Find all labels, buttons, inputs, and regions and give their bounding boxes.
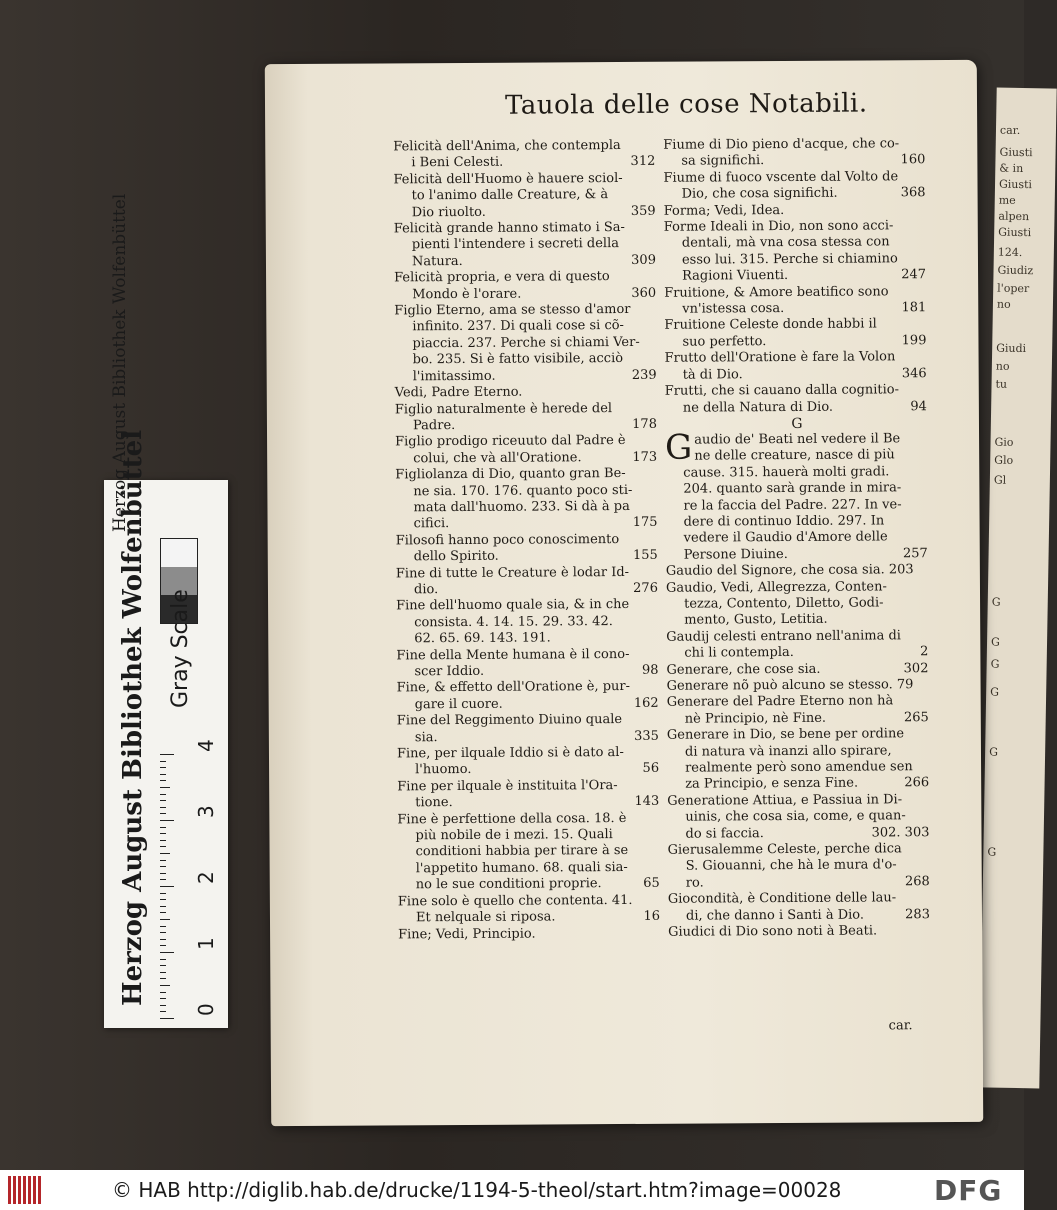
entry-line: no le sue conditioni proprie. 65 xyxy=(415,876,660,893)
entry-line: Fiume di fuoco vscente dal Volto de xyxy=(663,169,899,186)
ruler-tick xyxy=(160,945,166,946)
index-entry xyxy=(664,427,930,564)
entry-line: realmente però sono amendue sen xyxy=(685,759,913,776)
entry-line: Forma; Vedi, Idea. xyxy=(663,202,785,219)
entry-line: vedere il Gaudio d'Amore delle xyxy=(683,529,888,546)
entry-line: uinis, che cosa sia, come, e quan- xyxy=(685,808,906,825)
index-entry xyxy=(398,925,662,943)
page-number-ref: 346 xyxy=(901,365,927,381)
right-column-f-entries xyxy=(663,136,929,417)
entry-line: Figliolanza di Dio, quanto gran Be- xyxy=(395,466,626,483)
entry-line: di natura và inanzi allo spirare, xyxy=(684,742,892,760)
page-number-ref: 65 xyxy=(643,876,660,892)
ruler-label-large: Herzog August Bibliothek Wolfenbüttel xyxy=(118,429,148,1006)
entry-line: Fine della Mente humana è il cono- xyxy=(396,646,630,663)
entry-line: Fine del Reggimento Diuino quale xyxy=(396,712,623,729)
entry-line: suo perfetto. 199 xyxy=(682,333,927,350)
page-number-ref: 178 xyxy=(632,416,658,432)
entry-line: Gierusalemme Celeste, perche dica xyxy=(667,841,902,858)
entry-line: dentali, mà vna cosa stessa con xyxy=(681,234,890,252)
entry-line: Fine per ilquale è instituita l'Ora- xyxy=(397,777,618,795)
entry-line: Figlio prodigo riceuuto dal Padre è xyxy=(395,433,626,450)
page-number-ref: 265 xyxy=(903,709,929,726)
ruler-tick xyxy=(160,1005,166,1006)
index-entry xyxy=(666,579,930,630)
ruler-tick xyxy=(160,1011,166,1012)
entry-line: ne sia. 170. 176. quanto poco sti- xyxy=(413,482,633,499)
index-entry xyxy=(398,892,662,926)
entry-line: S. Giouanni, che hà le mura d'o- xyxy=(685,857,897,875)
entry-line: scer Iddio. 98 xyxy=(414,662,659,680)
entry-line: Fiume di Dio pieno d'acque, che co- xyxy=(663,136,900,153)
page-number-ref: 155 xyxy=(632,547,658,564)
ruler-ticks xyxy=(160,748,174,1018)
entry-line: Frutto dell'Oratione è fare la Volon xyxy=(664,349,896,367)
ruler-tick xyxy=(160,853,170,854)
left-column xyxy=(393,138,662,944)
page-number-ref: 268 xyxy=(904,874,930,890)
index-entry xyxy=(395,466,659,533)
index-entry xyxy=(665,382,929,416)
index-entry xyxy=(668,923,932,941)
entry-line: sia. 335 xyxy=(414,728,659,745)
next-page-fragment: G xyxy=(990,685,1000,699)
index-entry xyxy=(395,384,659,402)
entry-line: Fine, & effetto dell'Oratione è, pur- xyxy=(396,679,631,696)
next-page-fragment: car. xyxy=(999,123,1021,137)
next-page-fragment: Giusti xyxy=(998,225,1032,240)
entry-line: Figlio naturalmente è herede del xyxy=(394,400,613,417)
ruler-tick xyxy=(160,807,166,808)
next-page-fragment: 124. xyxy=(997,245,1023,260)
page-title: Tauola delle cose Notabili. xyxy=(504,88,868,121)
next-page-fragment: G xyxy=(991,595,1001,609)
entry-line: dere di continuo Iddio. 297. In xyxy=(683,513,885,530)
index-entry xyxy=(667,726,931,793)
gray-scale-label: Gray Scale xyxy=(168,589,193,708)
page-number-ref: 143 xyxy=(634,794,660,810)
page-number-ref: 247 xyxy=(901,267,927,283)
ruler-tick xyxy=(160,794,166,795)
index-entry xyxy=(393,138,657,172)
index-entry xyxy=(664,218,928,285)
hab-barcode-icon xyxy=(8,1176,46,1204)
entry-line: ne della Natura di Dio. 94 xyxy=(682,398,927,416)
ruler-tick xyxy=(160,846,166,847)
entry-line: audio de' Beati nel vedere il Be xyxy=(694,431,901,448)
next-page-fragment: l'oper xyxy=(997,281,1030,296)
entry-line: Padre. 178 xyxy=(412,416,658,434)
ruler-tick xyxy=(160,978,166,979)
next-page-fragment: Giudi xyxy=(996,341,1027,356)
entry-line: l'appetito humano. 68. quali sia- xyxy=(415,859,628,877)
entry-line: Ragioni Viuenti. 247 xyxy=(682,267,927,284)
entry-line: Persone Diuine. 257 xyxy=(683,545,928,563)
page-number-ref: 16 xyxy=(643,908,661,924)
index-entry xyxy=(667,677,931,695)
ruler-tick xyxy=(160,833,166,834)
next-page-fragment: Giudiz xyxy=(997,263,1034,278)
index-entry xyxy=(393,171,657,222)
index-entry xyxy=(667,792,931,843)
ruler-number: 2 xyxy=(194,871,218,884)
ruler-tick xyxy=(160,932,166,933)
ruler-tick xyxy=(160,985,170,986)
entry-line: dio. 276 xyxy=(413,580,659,598)
entry-line: infinito. 237. Di quali cose si cõ- xyxy=(412,318,624,335)
next-page-fragment: Glo xyxy=(994,453,1014,467)
gray-swatch xyxy=(161,539,197,567)
entry-line: Felicità dell'Huomo è hauere sciol- xyxy=(393,170,623,188)
entry-line: Gaudio del Signore, che cosa sia. 203 xyxy=(665,562,914,579)
index-entry xyxy=(666,628,930,662)
entry-line: Dio, che cosa significhi. 368 xyxy=(681,185,926,202)
next-page-fragment: Giusti xyxy=(998,177,1033,192)
next-page-fragment: G xyxy=(989,745,999,759)
ruler-tick xyxy=(160,860,166,861)
page-number-ref: 160 xyxy=(900,152,926,168)
next-page-fragment: G xyxy=(990,657,1000,671)
ruler-number: 1 xyxy=(194,937,218,950)
entry-line: l'huomo. 56 xyxy=(415,761,660,778)
entry-line: l'imitassimo. 239 xyxy=(412,367,657,384)
index-entry xyxy=(394,269,658,303)
entry-line: colui, che và all'Oratione. 173 xyxy=(413,449,658,467)
index-entry xyxy=(396,532,660,566)
entry-line: Fine, per ilquale Iddio si è dato al- xyxy=(396,745,624,762)
entry-line: tezza, Contento, Diletto, Godi- xyxy=(684,595,884,612)
entry-line: Frutti, che si cauano dalla cognitio- xyxy=(664,382,900,399)
entry-line: Fine; Vedi, Principio. xyxy=(398,926,536,942)
index-entry xyxy=(668,890,932,924)
entry-line: Fine dell'huomo quale sia, & in che xyxy=(396,597,630,614)
next-page-fragment: Gl xyxy=(993,473,1007,487)
ruler-tick xyxy=(160,813,166,814)
ruler-tick xyxy=(160,912,166,913)
entry-line: za Principio, e senza Fine. 266 xyxy=(685,775,930,793)
entry-line: piaccia. 237. Perche si chiami Ver- xyxy=(412,334,640,352)
page-number-ref: 266 xyxy=(904,775,930,791)
entry-line: Filosofi hanno poco conoscimento xyxy=(395,531,620,549)
page-number-ref: 302. 303 xyxy=(871,824,930,841)
ruler-tick xyxy=(160,899,166,900)
entry-line: più nobile de i mezi. 15. Quali xyxy=(415,827,613,844)
ruler-tick xyxy=(160,767,166,768)
entry-line: Felicità propria, e vera di questo xyxy=(394,269,610,286)
entry-line: Felicità grande hanno stimato i Sa- xyxy=(393,220,625,237)
index-entry xyxy=(396,646,660,680)
page-number-ref: 302 xyxy=(903,660,929,676)
index-entry xyxy=(397,778,661,812)
ruler-number: 3 xyxy=(194,805,218,818)
entry-line: Fine di tutte le Creature è lodar Id- xyxy=(395,564,630,581)
entry-line: mata dall'huomo. 233. Si dà à pa xyxy=(413,498,630,516)
entry-line: mento, Gusto, Letitia. xyxy=(684,612,828,629)
dfg-logo: DFG xyxy=(934,1174,1003,1207)
page-number-ref: 2 xyxy=(920,644,929,660)
entry-line: cifici. 175 xyxy=(413,515,658,532)
next-page-fragment: Gio xyxy=(994,435,1014,449)
ruler-tick xyxy=(160,952,174,953)
index-entry xyxy=(664,317,928,351)
ruler-tick xyxy=(160,886,174,887)
ruler-tick xyxy=(160,840,166,841)
next-page-fragment: G xyxy=(987,845,997,859)
ruler-tick xyxy=(160,873,166,874)
entry-line: Fine è perfettione della cosa. 18. è xyxy=(397,810,627,828)
ruler-tick xyxy=(160,972,166,973)
index-entry xyxy=(668,841,932,892)
index-entry xyxy=(397,712,661,746)
index-entry xyxy=(666,562,930,580)
page-number-ref: 239 xyxy=(631,367,657,383)
entry-line: Fine solo è quello che contenta. 41. xyxy=(397,892,633,910)
entry-line: Fruitione, & Amore beatifico sono xyxy=(664,284,889,301)
entry-line: ne delle creature, nasce di più xyxy=(694,447,895,464)
next-page-fragment: me xyxy=(998,193,1016,207)
page-number-ref: 162 xyxy=(633,695,659,711)
ruler-tick xyxy=(160,926,166,927)
next-page-fragment: alpen xyxy=(998,209,1030,224)
ruler-tick xyxy=(160,998,166,999)
entry-line: Generare del Padre Eterno non hà xyxy=(666,693,894,711)
entry-line: gare il cuore. 162 xyxy=(414,695,659,713)
entry-line: di, che danno i Santi à Dio. 283 xyxy=(685,906,931,924)
entry-line: Vedi, Padre Eterno. xyxy=(394,384,523,401)
index-entry xyxy=(395,433,659,467)
entry-line: ro. 268 xyxy=(685,874,930,891)
dropcap-letter: G xyxy=(664,427,693,468)
catchword: car. xyxy=(888,1018,913,1034)
page-number-ref: 175 xyxy=(632,515,658,531)
page-number-ref: 359 xyxy=(630,203,656,219)
index-entry xyxy=(664,202,928,220)
ruler-number: 4 xyxy=(194,739,218,752)
section-letter: G xyxy=(791,415,803,432)
page-number-ref: 56 xyxy=(642,761,660,777)
entry-line: Felicità dell'Anima, che contempla xyxy=(393,138,621,155)
index-entry xyxy=(663,136,927,170)
right-column-g-entries xyxy=(664,427,932,941)
ruler-tick xyxy=(160,754,174,755)
entry-line: i Beni Celesti. 312 xyxy=(411,154,656,171)
index-entry xyxy=(667,694,931,728)
ruler-tick xyxy=(160,893,166,894)
page-number-ref: 312 xyxy=(630,154,656,170)
entry-line: Fruitione Celeste donde habbi il xyxy=(664,316,877,334)
ruler-tick xyxy=(160,906,166,907)
index-entry xyxy=(395,400,659,434)
ruler-tick xyxy=(160,800,166,801)
ruler-tick xyxy=(160,919,170,920)
ruler-tick xyxy=(160,827,166,828)
index-entry xyxy=(397,745,661,779)
index-entry xyxy=(397,679,661,713)
entry-line: pienti l'intendere i secreti della xyxy=(411,236,620,253)
index-entry xyxy=(397,810,661,894)
ruler-tick xyxy=(160,761,166,762)
index-entry xyxy=(396,564,660,598)
book-page xyxy=(265,60,983,1126)
entry-line: esso lui. 315. Perche si chiamino xyxy=(681,251,898,268)
page-number-ref: 199 xyxy=(901,333,927,349)
entry-line: Mondo è l'orare. 360 xyxy=(412,285,657,302)
entry-line: Dio riuolto. 359 xyxy=(411,203,656,220)
page-number-ref: 335 xyxy=(634,728,659,744)
entry-line: Generare nõ può alcuno se stesso. 79 xyxy=(666,677,914,694)
entry-line: tà di Dio. 346 xyxy=(682,365,927,383)
entry-line: do si faccia. 302. 303 xyxy=(685,824,930,842)
entry-line: cause. 315. hauerà molti gradi. xyxy=(683,464,890,481)
entry-line: to l'animo dalle Creature, & à xyxy=(411,187,609,204)
entry-line: Gaudio, Vedi, Allegrezza, Conten- xyxy=(665,578,887,596)
index-entry xyxy=(663,169,927,203)
next-page-fragment: & in xyxy=(999,161,1024,176)
entry-line: Generare, che cose sia. 302 xyxy=(666,660,929,678)
ruler-tick xyxy=(160,992,166,993)
entry-line: 62. 65. 69. 143. 191. xyxy=(414,630,551,647)
page-number-ref: 283 xyxy=(905,906,931,922)
page-number-ref: 360 xyxy=(631,285,657,301)
entry-line: conditioni habbia per tirare à se xyxy=(415,843,629,860)
right-column xyxy=(663,136,932,941)
entry-line: 204. quanto sarà grande in mira- xyxy=(683,480,902,497)
page-number-ref: 368 xyxy=(900,185,926,201)
entry-line: Generatione Attiua, e Passiua in Di- xyxy=(667,792,903,809)
entry-line: Giudici di Dio sono noti à Beati. xyxy=(668,923,878,940)
entry-line: Forme Ideali in Dio, non sono acci- xyxy=(663,218,894,235)
entry-line: vn'istessa cosa. 181 xyxy=(682,300,927,317)
next-page-fragment: no xyxy=(995,359,1010,373)
page-number-ref: 276 xyxy=(633,580,659,596)
next-page-fragment: tu xyxy=(995,377,1008,391)
ruler-tick xyxy=(160,1018,174,1019)
entry-line: Natura. 309 xyxy=(411,252,657,270)
entry-line: Giocondità, è Conditione delle lau- xyxy=(667,890,897,908)
page-number-ref: 181 xyxy=(901,300,927,316)
ruler-tick xyxy=(160,879,166,880)
ruler-tick xyxy=(160,774,166,775)
page-number-ref: 94 xyxy=(910,398,927,414)
ruler-label-small: Herzog August Bibliothek Wolfenbüttel xyxy=(110,193,130,532)
index-entry xyxy=(664,284,928,318)
next-page-fragment: G xyxy=(990,635,1000,649)
ruler-tick xyxy=(160,866,166,867)
page-number-ref: 309 xyxy=(631,252,657,268)
ruler-tick xyxy=(160,959,166,960)
entry-line: chi li contempla. 2 xyxy=(684,644,929,661)
page-number-ref: 173 xyxy=(632,449,658,465)
footer-copyright-link[interactable]: © HAB http://diglib.hab.de/drucke/1194-5-theol/start.htm?image=00028 xyxy=(112,1178,842,1202)
ruler-tick xyxy=(160,787,170,788)
entry-line: dello Spirito. 155 xyxy=(413,547,658,565)
entry-line: Et nelquale si riposa. 16 xyxy=(415,908,661,926)
ruler-tick xyxy=(160,820,174,821)
footer-bar xyxy=(0,1170,1024,1210)
ruler-tick xyxy=(160,965,166,966)
index-entry xyxy=(665,349,929,383)
index-entry xyxy=(394,302,658,386)
entry-line: tione. 143 xyxy=(415,794,660,811)
entry-line: sa significhi. 160 xyxy=(681,152,926,170)
entry-line: re la faccia del Padre. 227. In ve- xyxy=(683,496,902,514)
entry-line: nè Principio, nè Fine. 265 xyxy=(684,709,929,727)
entry-line: Gaudij celesti entrano nell'anima di xyxy=(666,628,901,645)
ruler-number: 0 xyxy=(194,1003,218,1016)
entry-line: bo. 235. Si è fatto visibile, acciò xyxy=(412,351,624,368)
next-page-edge xyxy=(979,88,1056,1089)
page-number-ref: 257 xyxy=(902,545,928,562)
entry-line: consista. 4. 14. 15. 29. 33. 42. xyxy=(414,613,613,631)
page-number-ref: 98 xyxy=(641,662,659,678)
next-page-fragment: no xyxy=(996,297,1011,311)
ruler-tick xyxy=(160,939,166,940)
index-entry xyxy=(396,597,660,648)
index-entry xyxy=(394,220,658,271)
next-page-fragment: Giusti xyxy=(999,145,1033,160)
entry-line: Figlio Eterno, ama se stesso d'amor xyxy=(394,302,631,319)
entry-line: Generare in Dio, se bene per ordine xyxy=(666,726,905,743)
ruler-tick xyxy=(160,780,166,781)
index-entry xyxy=(666,661,930,679)
